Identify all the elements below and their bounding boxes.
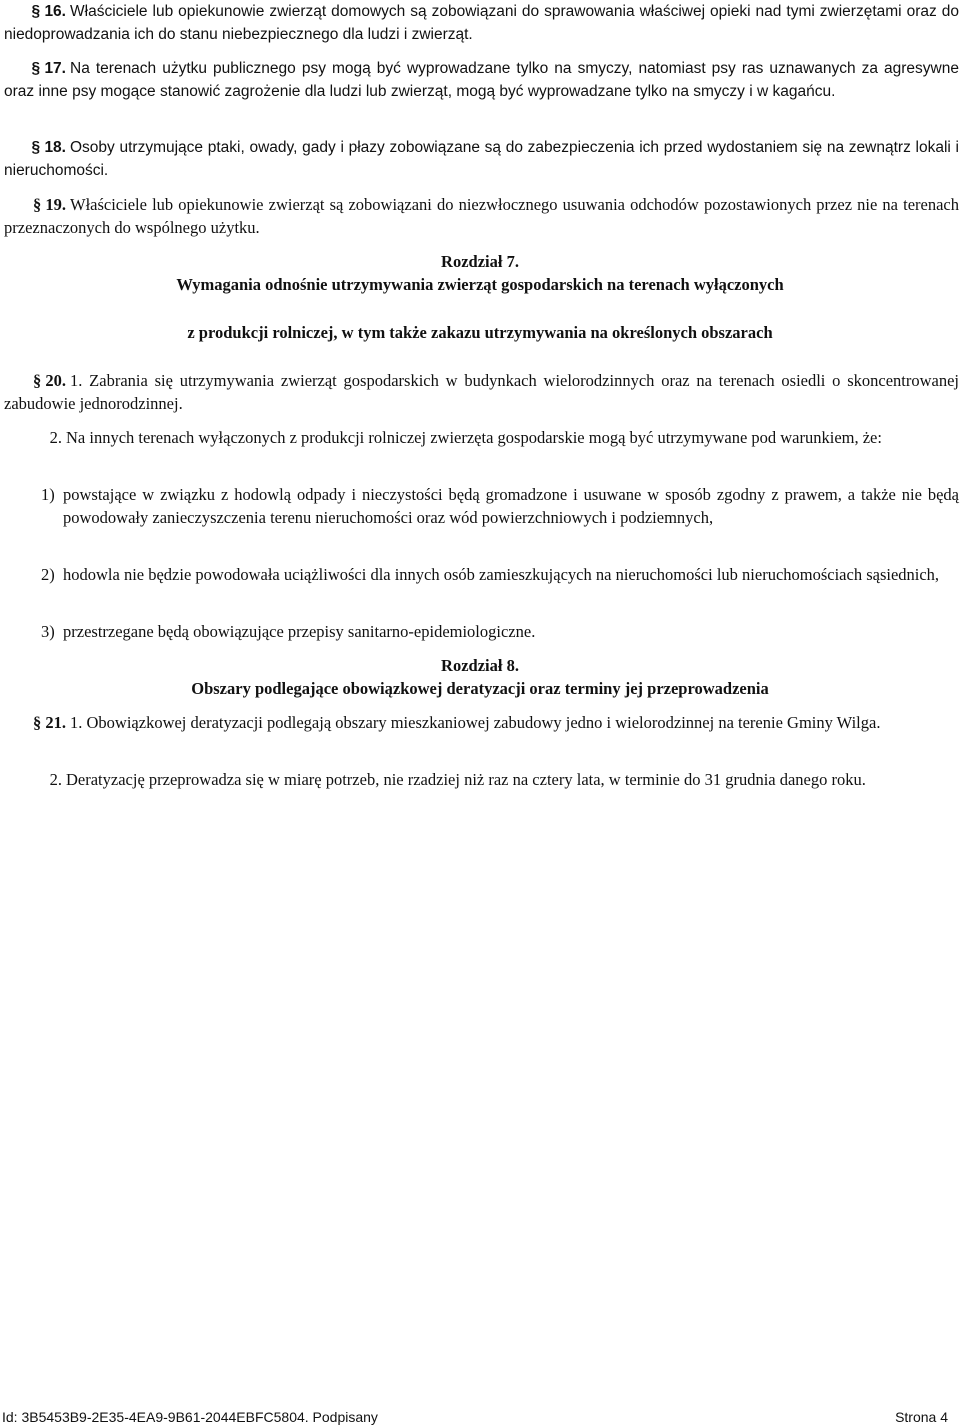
list-item-text: hodowla nie będzie powodowała uciążliwości dla innych osób zamieszkujących na nieruchomości lub nieruchomościach sąsiednich, [63, 565, 940, 584]
paragraph-text: Właściciele lub opiekunowie zwierząt domowych są zobowiązani do sprawowania właściwej opieki nad tymi zwierzętami oraz do niedoprowadzania ich do stanu niebezpiecznego dla ludzi i zwierząt. [4, 3, 959, 43]
subsection-number: 2. [49, 770, 62, 789]
chapter-7-title: Rozdział 7. [441, 252, 519, 271]
paragraph-text: Deratyzację przeprowadza się w miarę potrzeb, nie rzadziej niż raz na cztery lata, w terminie do 31 grudnia danego roku. [66, 770, 866, 789]
section-symbol: § [33, 371, 42, 390]
paragraph-text: Właściciele lub opiekunowie zwierząt są zobowiązani do niezwłocznego usuwania odchodów pozostawionych przez nie na terenach przeznaczonych do wspólnego użytku. [4, 195, 959, 237]
document-id: Id: 3B5453B9-2E35-4EA9-9B61-2044EBFC5804. Podpisany [2, 1409, 378, 1425]
paragraph-17 [4, 57, 959, 103]
paragraph-number: 16. [44, 3, 66, 20]
section-symbol: § [31, 3, 41, 20]
chapter-7-heading-line2: z produkcji rolniczej, w tym także zakazu utrzymywania na określonych obszarach [187, 323, 773, 342]
list-item-label: 2) [41, 565, 55, 584]
chapter-8-heading: Obszary podlegające obowiązkowej deratyzacji oraz terminy jej przeprowadzenia [191, 679, 769, 698]
paragraph-text: Na innych terenach wyłączonych z produkcji rolniczej zwierzęta gospodarskie mogą być utrzymywane pod warunkiem, że: [66, 428, 882, 447]
subsection-number: 2. [49, 428, 62, 447]
list-item-text: przestrzegane będą obowiązujące przepisy sanitarno-epidemiologiczne. [63, 622, 536, 641]
paragraph-number: 19. [45, 195, 66, 214]
subsection-number: 1. [70, 713, 83, 732]
section-symbol: § [33, 713, 42, 732]
paragraph-text: Obowiązkowej deratyzacji podlegają obszary mieszkaniowej zabudowy jedno i wielorodzinnej na terenie Gminy Wilga. [86, 713, 881, 732]
paragraph-16 [4, 0, 959, 46]
chapter-8-title: Rozdział 8. [441, 656, 519, 675]
list-item-label: 3) [41, 622, 55, 641]
chapter-7-heading-line1: Wymagania odnośnie utrzymywania zwierząt gospodarskich na terenach wyłączonych [176, 275, 784, 294]
list-item-text: powstające w związku z hodowlą odpady i nieczystości będą gromadzone i usuwane w sposób zgodny z prawem, a także nie będą powodowały zanieczyszczenia terenu nieruchomości oraz wód powierzchniowych i podziemnych, [63, 485, 959, 527]
paragraph-18 [4, 136, 959, 182]
paragraph-20-section-2 [4, 426, 959, 449]
section-symbol: § [31, 139, 41, 156]
paragraph-number: 17. [44, 60, 66, 77]
paragraph-text: Na terenach użytku publicznego psy mogą być wyprowadzane tylko na smyczy, natomiast psy ras uznawanych za agresywne oraz inne psy mogące stanowić zagrożenie dla ludzi lub zwierząt, mogą być wyprowadzane tylko na smyczy i w kagańcu. [4, 60, 959, 100]
paragraph-19 [4, 193, 959, 239]
list-item-label: 1) [41, 485, 55, 504]
paragraph-number: 20. [45, 371, 66, 390]
paragraph-21-section-1 [4, 711, 959, 734]
section-symbol: § [31, 60, 41, 77]
paragraph-number: 21. [45, 713, 66, 732]
page-number: Strona 4 [895, 1409, 948, 1425]
paragraph-text: Zabrania się utrzymywania zwierząt gospodarskich w budynkach wielorodzinnych oraz na terenach osiedli o skoncentrowanej zabudowie jednorodzinnej. [4, 371, 960, 413]
paragraph-number: 18. [44, 139, 66, 156]
section-symbol: § [33, 195, 42, 214]
paragraph-20-section-1 [4, 369, 959, 415]
subsection-number: 1. [70, 371, 83, 390]
paragraph-21-section-2 [4, 768, 959, 791]
paragraph-text: Osoby utrzymujące ptaki, owady, gady i płazy zobowiązane są do zabezpieczenia ich przed wydostaniem się na zewnątrz lokali i nieruchomości. [4, 139, 959, 179]
